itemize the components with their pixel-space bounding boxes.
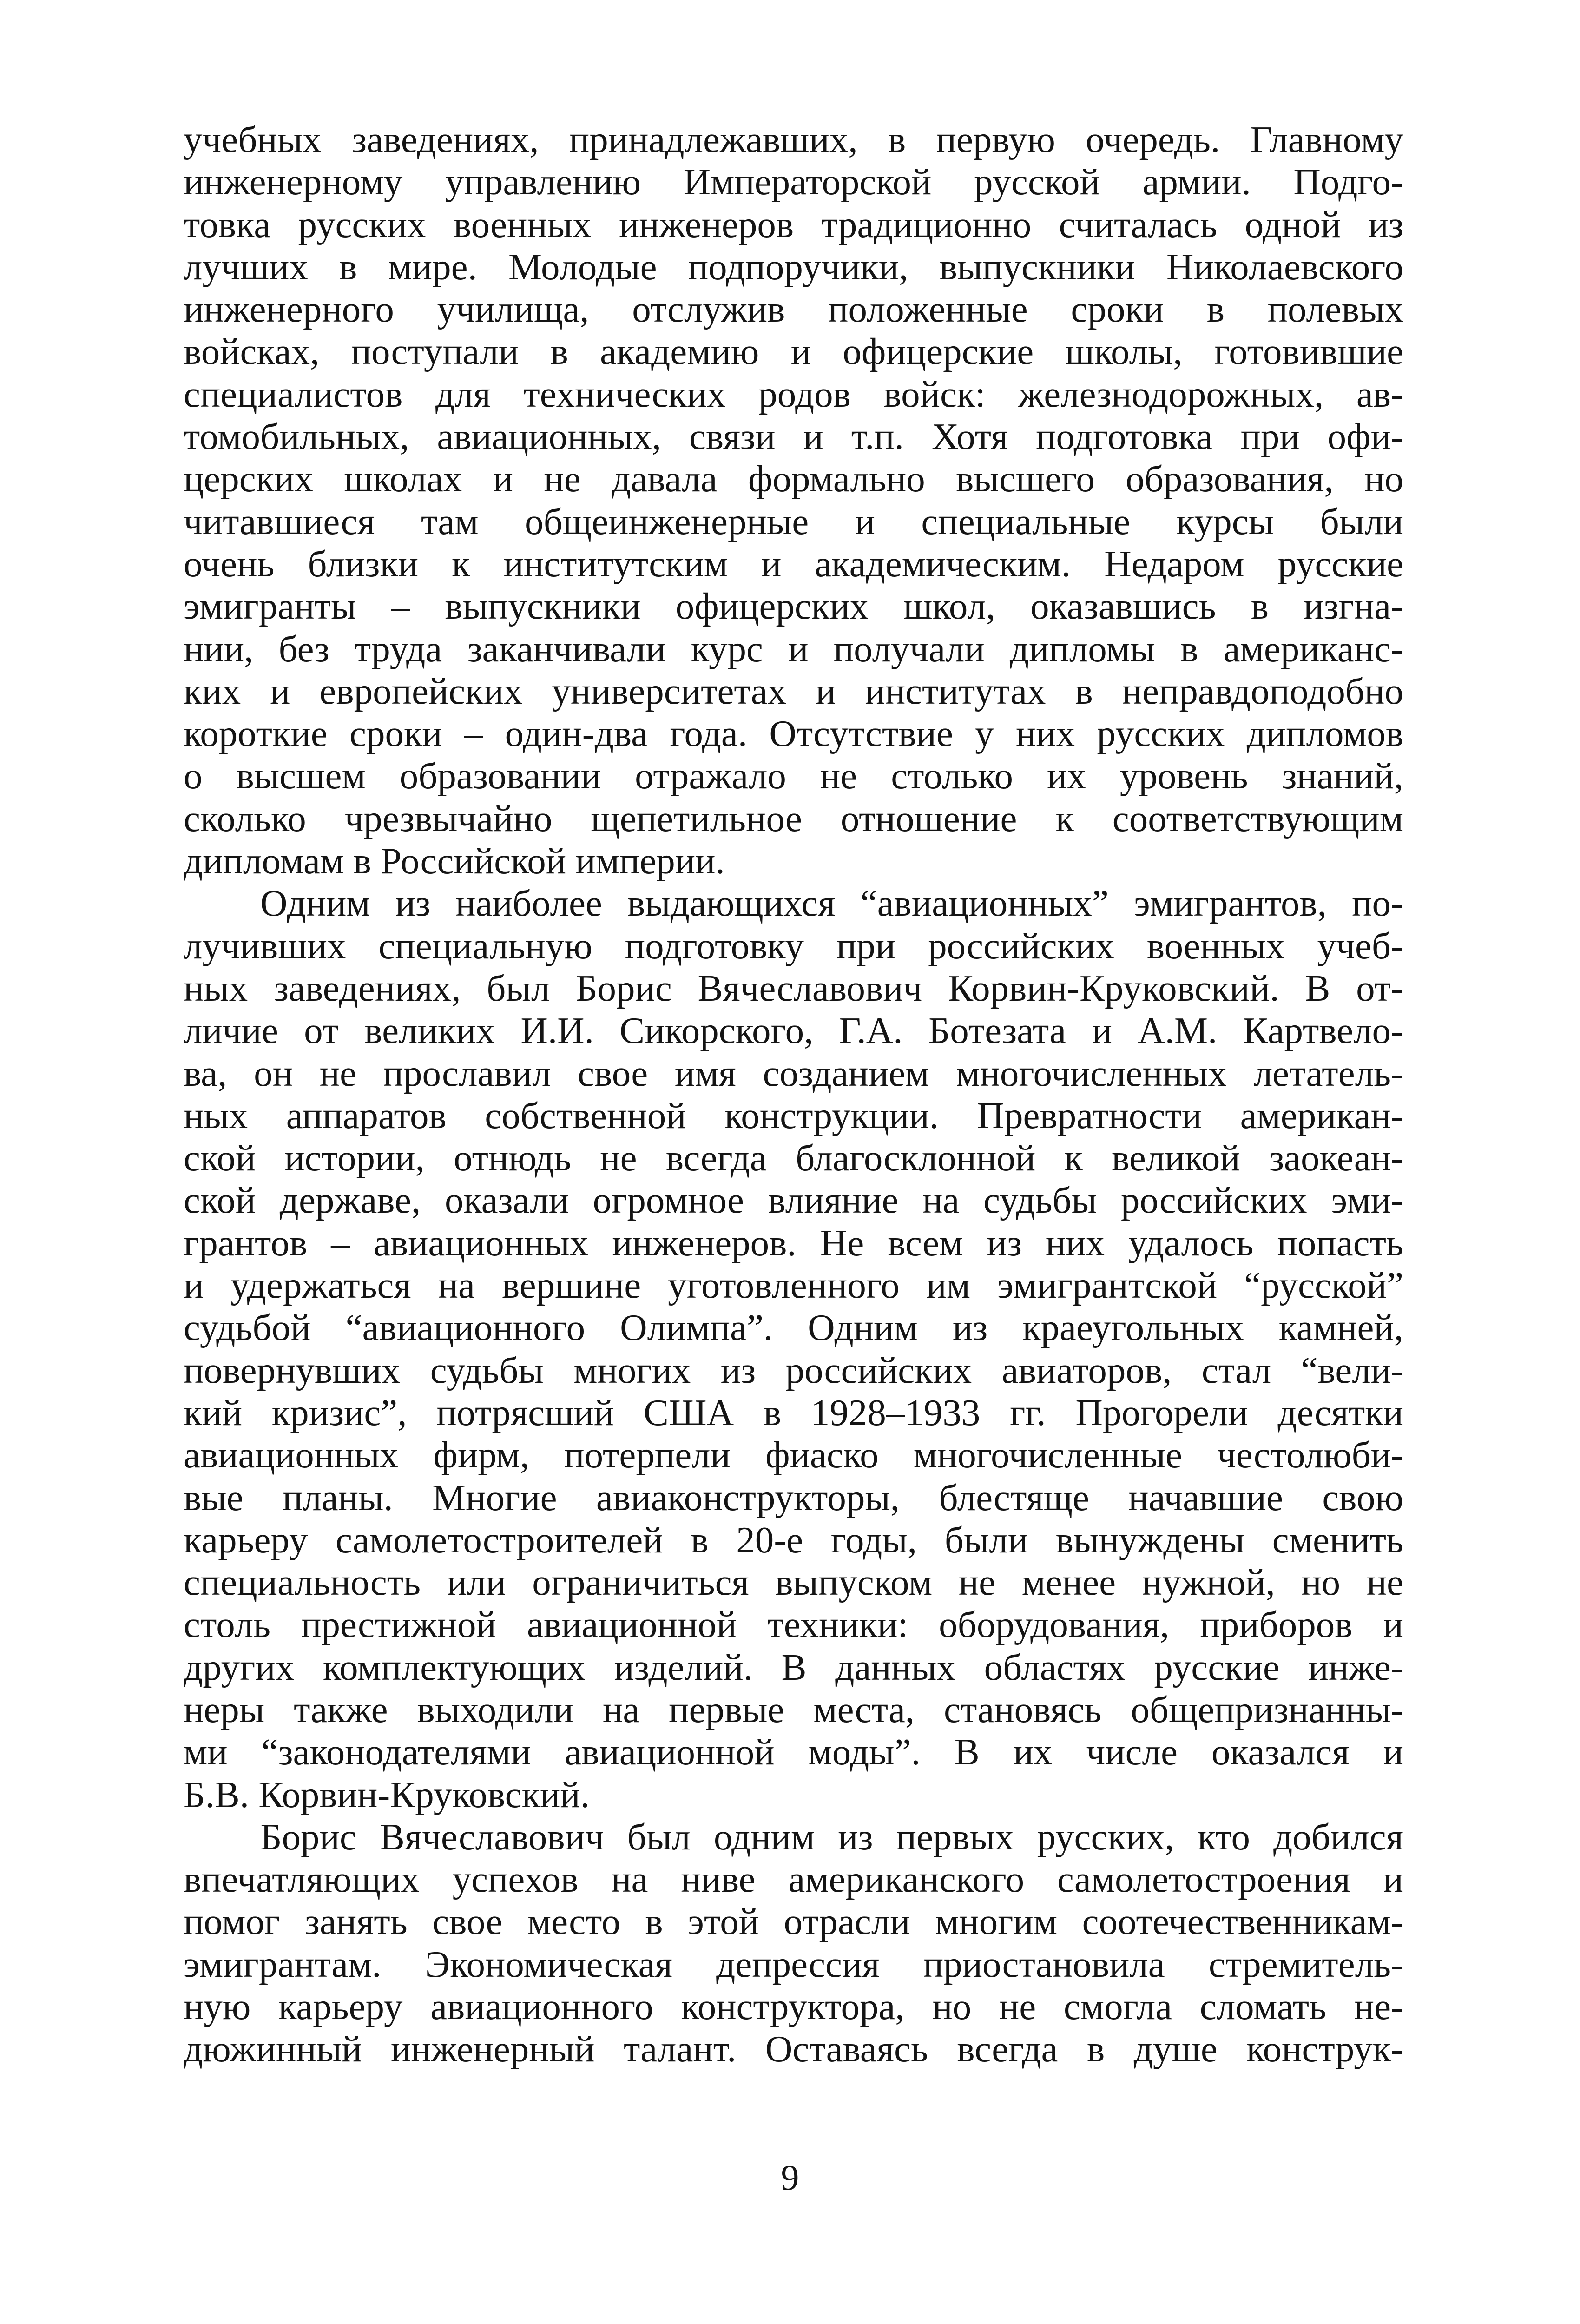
text-line: Одним из наиболее выдающихся “авиационных” эмигрантов, по- bbox=[260, 882, 1403, 924]
text-line: читавшиеся там общеинженерные и специальные курсы были bbox=[184, 500, 1403, 542]
text-line: войсках, поступали в академию и офицерские школы, готовившие bbox=[184, 330, 1403, 373]
text-line: томобильных, авиационных, связи и т.п. Хотя подготовка при офи- bbox=[184, 416, 1403, 458]
text-line: дипломам в Российской империи. bbox=[184, 840, 725, 882]
paragraph-2 bbox=[184, 882, 1403, 1816]
text-line: лучших в мире. Молодые подпоручики, выпускники Николаевского bbox=[184, 245, 1403, 288]
text-line: ких и европейских университетах и институтах в неправдоподобно bbox=[184, 670, 1403, 712]
text-line: ную карьеру авиационного конструктора, но не смогла сломать не- bbox=[184, 1986, 1403, 2028]
text-line: Борис Вячеславович был одним из первых русских, кто добился bbox=[260, 1816, 1403, 1858]
text-line: товка русских военных инженеров традиционно считалась одной из bbox=[184, 203, 1403, 245]
text-line: впечатляющих успехов на ниве американского самолетостроения и bbox=[184, 1858, 1403, 1901]
text-line: авиационных фирм, потерпели фиаско многочисленные честолюби- bbox=[184, 1434, 1403, 1476]
text-line: помог занять свое место в этой отрасли многим соотечественникам- bbox=[184, 1901, 1403, 1943]
text-line: ми “законодателями авиационной моды”. В их числе оказался и bbox=[184, 1731, 1403, 1773]
text-line: церских школах и не давала формально высшего образования, но bbox=[184, 458, 1403, 500]
paragraph-3 bbox=[184, 1816, 1403, 2071]
text-line: судьбой “авиационного Олимпа”. Одним из краеугольных камней, bbox=[184, 1307, 1403, 1349]
text-line: ской истории, отнюдь не всегда благосклонной к великой заокеан- bbox=[184, 1137, 1403, 1179]
text-line: столь престижной авиационной техники: оборудования, приборов и bbox=[184, 1604, 1403, 1646]
text-line: ской державе, оказали огромное влияние на судьбы российских эми- bbox=[184, 1179, 1403, 1221]
text-line: личие от великих И.И. Сикорского, Г.А. Ботезата и А.М. Картвело- bbox=[184, 1010, 1403, 1052]
text-line: сколько чрезвычайно щепетильное отношение к соответствующим bbox=[184, 797, 1403, 839]
text-line: других комплектующих изделий. В данных областях русские инже- bbox=[184, 1646, 1403, 1688]
text-line: Б.В. Корвин-Круковский. bbox=[184, 1773, 590, 1816]
text-line: специальность или ограничиться выпуском не менее нужной, но не bbox=[184, 1561, 1403, 1604]
text-line: и удержаться на вершине уготовленного им эмигрантской “русской” bbox=[184, 1264, 1403, 1307]
text-line: дюжинный инженерный талант. Оставаясь всегда в душе конструк- bbox=[184, 2028, 1403, 2070]
text-line: ва, он не прославил свое имя созданием многочисленных летатель- bbox=[184, 1052, 1403, 1094]
text-line: нии, без труда заканчивали курс и получали дипломы в американс- bbox=[184, 627, 1403, 670]
text-line: вые планы. Многие авиаконструкторы, блестяще начавшие свою bbox=[184, 1476, 1403, 1519]
text-line: ных заведениях, был Борис Вячеславович Корвин-Круковский. В от- bbox=[184, 967, 1403, 1009]
text-line: специалистов для технических родов войск: железнодорожных, ав- bbox=[184, 373, 1403, 415]
text-line: эмигранты – выпускники офицерских школ, оказавшись в изгна- bbox=[184, 585, 1403, 627]
page-number: 9 bbox=[781, 2157, 799, 2198]
text-line: учебных заведениях, принадлежавших, в первую очередь. Главному bbox=[184, 119, 1403, 160]
text-line: карьеру самолетостроителей в 20-е годы, были вынуждены сменить bbox=[184, 1519, 1403, 1561]
text-line: ных аппаратов собственной конструкции. Превратности американ- bbox=[184, 1094, 1403, 1136]
body-text bbox=[184, 119, 1403, 2071]
paragraph-1 bbox=[184, 119, 1403, 882]
text-line: повернувших судьбы многих из российских авиаторов, стал “вели- bbox=[184, 1349, 1403, 1391]
text-line: очень близки к институтским и академическим. Недаром русские bbox=[184, 542, 1403, 585]
text-line: инженерному управлению Императорской русской армии. Подго- bbox=[184, 161, 1403, 203]
text-line: лучивших специальную подготовку при российских военных учеб- bbox=[184, 924, 1403, 967]
text-line: неры также выходили на первые места, становясь общепризнанны- bbox=[184, 1688, 1403, 1730]
text-line: инженерного училища, отслужив положенные сроки в полевых bbox=[184, 288, 1403, 330]
text-line: грантов – авиационных инженеров. Не всем из них удалось попасть bbox=[184, 1221, 1403, 1264]
text-line: эмигрантам. Экономическая депрессия приостановила стремитель- bbox=[184, 1943, 1403, 1985]
text-line: о высшем образовании отражало не столько их уровень знаний, bbox=[184, 755, 1403, 797]
text-line: короткие сроки – один-два года. Отсутствие у них русских дипломов bbox=[184, 713, 1403, 755]
text-line: кий кризис”, потрясший США в 1928–1933 гг. Прогорели десятки bbox=[184, 1391, 1403, 1433]
